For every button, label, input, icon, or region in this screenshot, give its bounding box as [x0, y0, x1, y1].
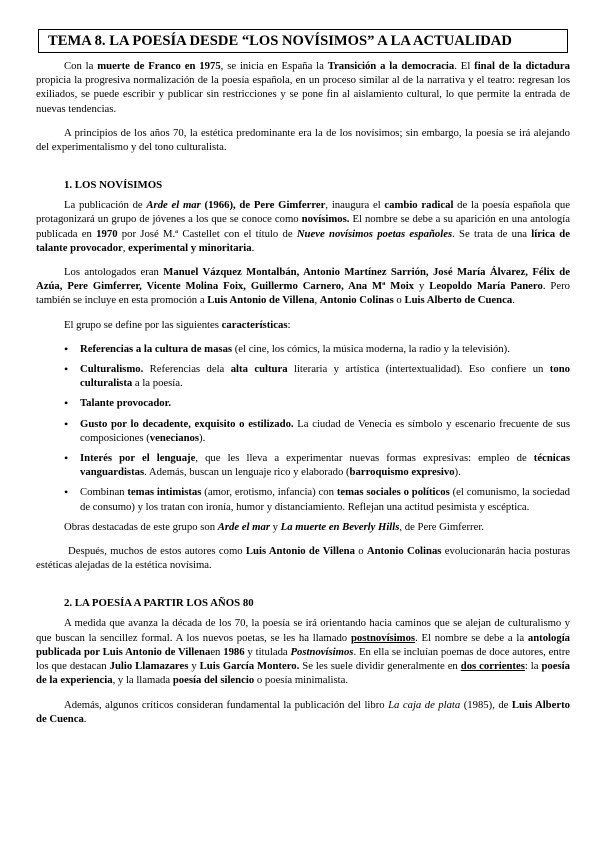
section-1-paragraph-4	[36, 520, 570, 534]
list-item	[36, 396, 570, 410]
text-run: , que les lleva a experimentar nuevas formas expresivas: empleo de	[195, 452, 534, 465]
list-item-text	[80, 343, 510, 355]
text-run: La muerte en Beverly Hills	[280, 520, 400, 533]
text-run: a la poesía.	[132, 377, 183, 390]
section-1-paragraph-1	[36, 198, 570, 255]
list-item	[36, 485, 570, 513]
text-run: . El nombre se debe a la	[415, 631, 528, 644]
text-run: evolucionarán hacia posturas estéticas alejadas de la estética novísima.	[36, 545, 571, 572]
text-run: . Pero también se incluye en esta promoción a	[36, 280, 571, 307]
text-run: en	[210, 645, 224, 658]
text-run: El nombre se debe a su aparición en una antología publicada en	[36, 213, 570, 240]
text-run: Transición a la democracia	[327, 60, 455, 72]
text-run: La ciudad de Venecia es símbolo y escenario frecuente de sus composiciones (	[80, 417, 570, 444]
text-run: :	[287, 318, 291, 331]
text-run: ,	[122, 241, 129, 254]
text-run: Referencias dela	[143, 363, 231, 376]
intro-paragraph-1	[36, 59, 570, 116]
text-run: Después, muchos de estos autores como	[68, 545, 246, 558]
text-run: 1970	[96, 227, 118, 240]
text-run: Gusto por lo decadente, exquisito o estilizado.	[80, 417, 294, 430]
text-run: Arde el mar	[217, 520, 270, 533]
text-run: ,	[314, 294, 320, 307]
text-run: Luis Alberto de Cuenca	[404, 294, 513, 307]
text-run: Combinan	[80, 486, 128, 499]
text-run: . Se trata de una	[452, 227, 532, 240]
list-item	[36, 451, 570, 479]
text-run: (el comunismo, la sociedad de consumo) y los tratan con ironía, humor y distanciamiento. Reflejan una actitud pesimista y escéptica.	[80, 486, 571, 513]
text-run: Antonio Colinas	[366, 545, 442, 558]
bullet-icon: •	[64, 341, 69, 356]
text-run: Luis García Montero.	[199, 660, 300, 673]
text-run: La publicación de	[64, 199, 147, 212]
text-run: , se inicia en España la	[220, 60, 328, 72]
text-run: postnovísimos	[350, 631, 416, 644]
text-run: y	[269, 520, 281, 533]
text-run: novísimos.	[301, 213, 350, 226]
text-run: literaria y artística (intertextualidad). Eso confiere un	[287, 363, 550, 376]
text-run: (el cine, los cómics, la música moderna, la radio y la televisión).	[232, 342, 510, 355]
section-2-paragraph-1	[36, 616, 570, 687]
bullet-icon: •	[64, 485, 69, 500]
text-run: Talante provocador.	[80, 397, 172, 410]
text-run: ).	[199, 431, 206, 444]
text-run: experimental y minoritaria	[128, 241, 252, 254]
text-run: Julio Llamazares	[109, 660, 189, 673]
text-run: Los antologados eran	[64, 266, 164, 279]
list-item-text	[80, 418, 570, 444]
bullet-icon: •	[64, 396, 69, 411]
text-run: lírica de talante provocador	[36, 227, 570, 254]
page-title: TEMA 8. LA POESÍA DESDE “LOS NOVÍSIMOS” A LA ACTUALIDAD	[38, 29, 568, 53]
text-run: .	[83, 712, 87, 725]
text-run: , inaugura el	[325, 199, 385, 212]
text-run: Obras destacadas de este grupo son	[64, 520, 218, 533]
text-run: ).	[454, 466, 461, 479]
section-1-paragraph-5	[36, 544, 570, 572]
text-run: . El	[454, 60, 475, 72]
list-item-text	[80, 397, 171, 409]
text-run: temas sociales o políticos	[336, 486, 450, 499]
text-run: Interés por el lenguaje	[80, 452, 196, 465]
document-body	[36, 59, 570, 726]
text-run: Luis Antonio de Villena	[245, 545, 355, 558]
text-run: por José M.ª Castellet con el título de	[117, 227, 297, 240]
text-run: propicia la progresiva normalización de la poesía española, en un proceso similar al de la narrativa y el teatro: regresan los exiliados, se puede escribir y publicar sin restricciones y se pone fin al aislamiento cultural, lo que permite la entrada de nuevas tendencias.	[36, 74, 570, 115]
text-run: poesía del silencio	[172, 674, 255, 687]
text-run: poesía de la experiencia	[36, 660, 570, 687]
text-run: técnicas vanguardistas	[80, 452, 570, 479]
intro-paragraph-2: A principios de los años 70, la estética predominante era la de los novísimos; sin embargo, la poesía se irá alejando del experimentalismo y del tono culturalista.	[36, 126, 570, 154]
text-run: Además, algunos críticos consideran fundamental la publicación del libro	[64, 698, 389, 711]
text-run: Referencias a la cultura de masas	[80, 342, 233, 355]
text-run: temas intimistas	[127, 486, 202, 499]
text-run: : la	[524, 660, 542, 673]
text-run: La caja de plata	[388, 698, 461, 711]
text-run: o	[354, 545, 367, 558]
list-item	[36, 362, 570, 390]
text-run: barroquismo expresivo	[349, 466, 455, 479]
text-run: Con la	[64, 60, 98, 72]
text-run: El grupo se define por las siguientes	[64, 318, 222, 331]
section-2-paragraph-2	[36, 698, 570, 726]
text-run: Se les suele dividir generalmente en	[299, 660, 461, 673]
text-run: Nueve novísimos poetas españoles	[296, 227, 453, 240]
text-run: , de Pere Gimferrer.	[399, 520, 484, 533]
text-run: (amor, erotismo, infancia) con	[201, 486, 337, 499]
text-run: A medida que avanza la década de los 70, la poesía se irá orientando hacia caminos que se alejan de culturalismo y que buscan la sencillez formal. A los nuevos poetas, se les ha llamado	[36, 617, 570, 644]
list-item	[36, 417, 570, 445]
text-run: Postnovísimos	[290, 645, 354, 658]
text-run: tono culturalista	[80, 363, 570, 390]
text-run: 1986	[223, 645, 245, 658]
list-item-text	[80, 363, 570, 389]
text-run: de la poesía española que protagonizará un grupo de jóvenes a los que se conoce como	[36, 199, 571, 226]
text-run: (1985), de	[460, 698, 512, 711]
list-item-text	[80, 452, 570, 478]
text-run: Leopoldo María Panero	[429, 280, 543, 293]
text-run: . Además, buscan un lenguaje rico y elaborado (	[144, 466, 350, 479]
section-2-heading: 2. LA POESÍA A PARTIR LOS AÑOS 80	[64, 597, 254, 610]
list-item	[36, 342, 570, 356]
text-run: alta cultura	[230, 363, 288, 376]
text-run: .	[251, 241, 255, 254]
bullet-icon: •	[64, 416, 69, 431]
text-run: muerte de Franco en 1975	[97, 60, 221, 72]
text-run: Culturalismo.	[80, 363, 144, 376]
text-run: características	[221, 318, 288, 331]
section-1-heading: 1. LOS NOVÍSIMOS	[64, 179, 163, 192]
text-run: Luis Antonio de Villena	[207, 294, 315, 307]
text-run: final de la dictadura	[474, 60, 571, 72]
text-run: antología publicada por Luis Antonio de Villena	[36, 631, 571, 658]
text-run: venecianos	[149, 431, 200, 444]
text-run: . En ella se incluían poemas de doce autores, entre los que destacan	[36, 645, 571, 673]
bullet-icon: •	[64, 451, 69, 466]
characteristics-list	[36, 342, 570, 514]
text-run: o poesía minimalista.	[254, 674, 348, 687]
text-run: y	[188, 660, 200, 673]
text-run: Arde el mar	[146, 199, 201, 212]
section-1-paragraph-3	[36, 318, 570, 332]
text-run: y titulada	[244, 645, 291, 658]
text-run: .	[512, 294, 515, 307]
text-run: Manuel Vázquez Montalbán, Antonio Martínez Sarrión, José María Álvarez, Félix de Azúa, Pere Gimferrer, Vicente Molina Foix, Guillermo Carnero, Ana Mª Moix	[36, 266, 570, 293]
text-run: Luis Alberto de Cuenca	[36, 698, 571, 725]
section-1-paragraph-2	[36, 265, 570, 308]
text-run: o	[393, 294, 405, 307]
bullet-icon: •	[64, 362, 69, 377]
text-run: cambio radical	[384, 199, 454, 212]
text-run: (1966), de Pere Gimferrer	[200, 199, 326, 212]
text-run: , y la llamada	[112, 674, 173, 687]
text-run: dos corrientes	[460, 660, 525, 673]
text-run: y	[414, 280, 430, 293]
text-run: Antonio Colinas	[319, 294, 394, 307]
list-item-text	[80, 486, 570, 512]
